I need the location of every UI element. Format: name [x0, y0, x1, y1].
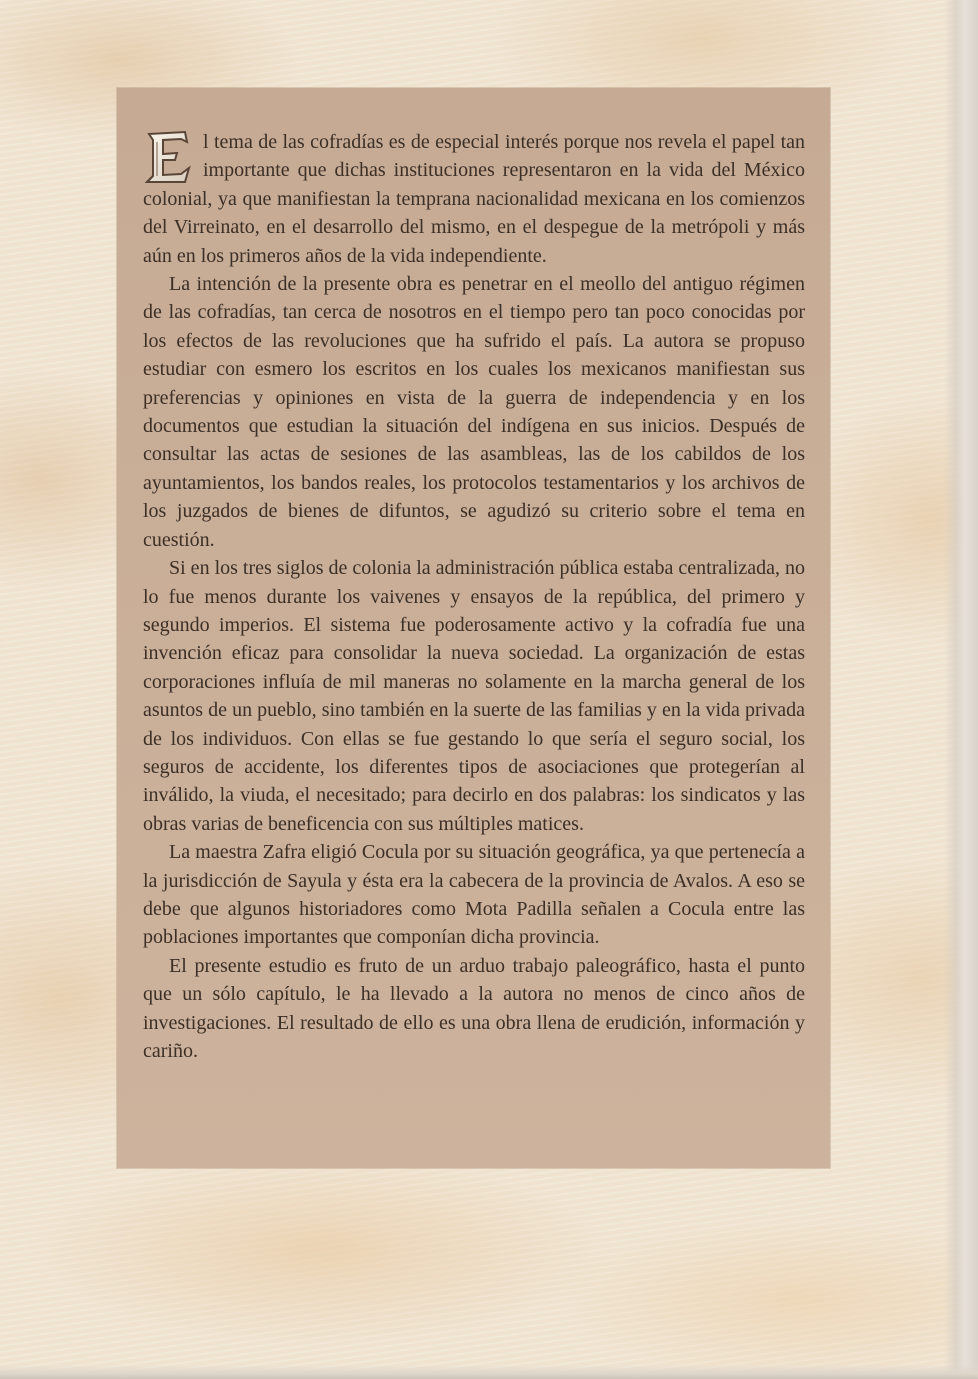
- paragraph-2: La intención de la presente obra es penetrar en el meollo del antiguo régimen de las cofradías, tan cerca de nosotros en el tiempo pero tan poco conocidas por los efectos de las revoluciones que ha sufrido el país. La autora se propuso estudiar con esmero los escritos en los cuales los mexicanos manifiestan sus preferencias y opiniones en vista de la guerra de independencia y en los documentos que estudian la situación del indígena en sus inicios. Después de consultar las actas de sesiones de las asambleas, las de los cabildos de los ayuntamientos, los bandos reales, los protocolos testamentarios y los archivos de los juzgados de bienes de difuntos, se agudizó su criterio sobre el tema en cuestión.: [143, 273, 805, 551]
- paragraph-5: El presente estudio es fruto de un arduo trabajo paleográfico, hasta el punto que un sólo capítulo, le ha llevado a la autora no menos de cinco años de investigaciones. El resultado de ello es una obra llena de erudición, información y cariño.: [143, 954, 805, 1062]
- text-panel: [117, 88, 830, 1168]
- paragraph-4: La maestra Zafra eligió Cocula por su situación geográfica, ya que pertenecía a la jurisdicción de Sayula y ésta era la cabecera de la provincia de Avalos. A eso se debe que algunos historiadores como Mota Padilla señalen a Cocula entre las poblaciones importantes que componían dicha provincia.: [143, 841, 805, 949]
- drop-cap-e-letter: [143, 130, 193, 184]
- paragraph-3: Si en los tres siglos de colonia la administración pública estaba centralizada, no lo fue menos durante los vaivenes y ensayos de la república, del primero y segundo imperios. El sistema fue poderosamente activo y la cofradía fue una invención eficaz para consolidar la nueva sociedad. La organización de estas corporaciones influía de mil maneras no solamente en la marcha general de los asuntos de un pueblo, sino también en la suerte de las familias y en la vida privada de los individuos. Con ellas se fue gestando lo que sería el seguro social, los seguros de accidente, los diferentes tipos de asociaciones que protegerían al inválido, la viuda, el necesitado; para decirlo en dos palabras: los sindicatos y las obras varias de beneficencia con sus múltiples matices.: [143, 557, 805, 835]
- paragraph-1: [143, 128, 805, 270]
- text-body: [143, 128, 805, 1065]
- bottom-edge: [0, 1365, 978, 1379]
- paragraph-1-text: l tema de las cofradías es de especial interés porque nos revela el papel tan importante que dichas instituciones representaron en la vida del México colonial, ya que manifiestan la temprana nacionalidad mexicana en los comienzos del Virreinato, en el desarrollo del mismo, en el despegue de la metrópoli y más aún en los primeros años de la vida independiente.: [143, 131, 805, 267]
- page-edge: [944, 0, 978, 1379]
